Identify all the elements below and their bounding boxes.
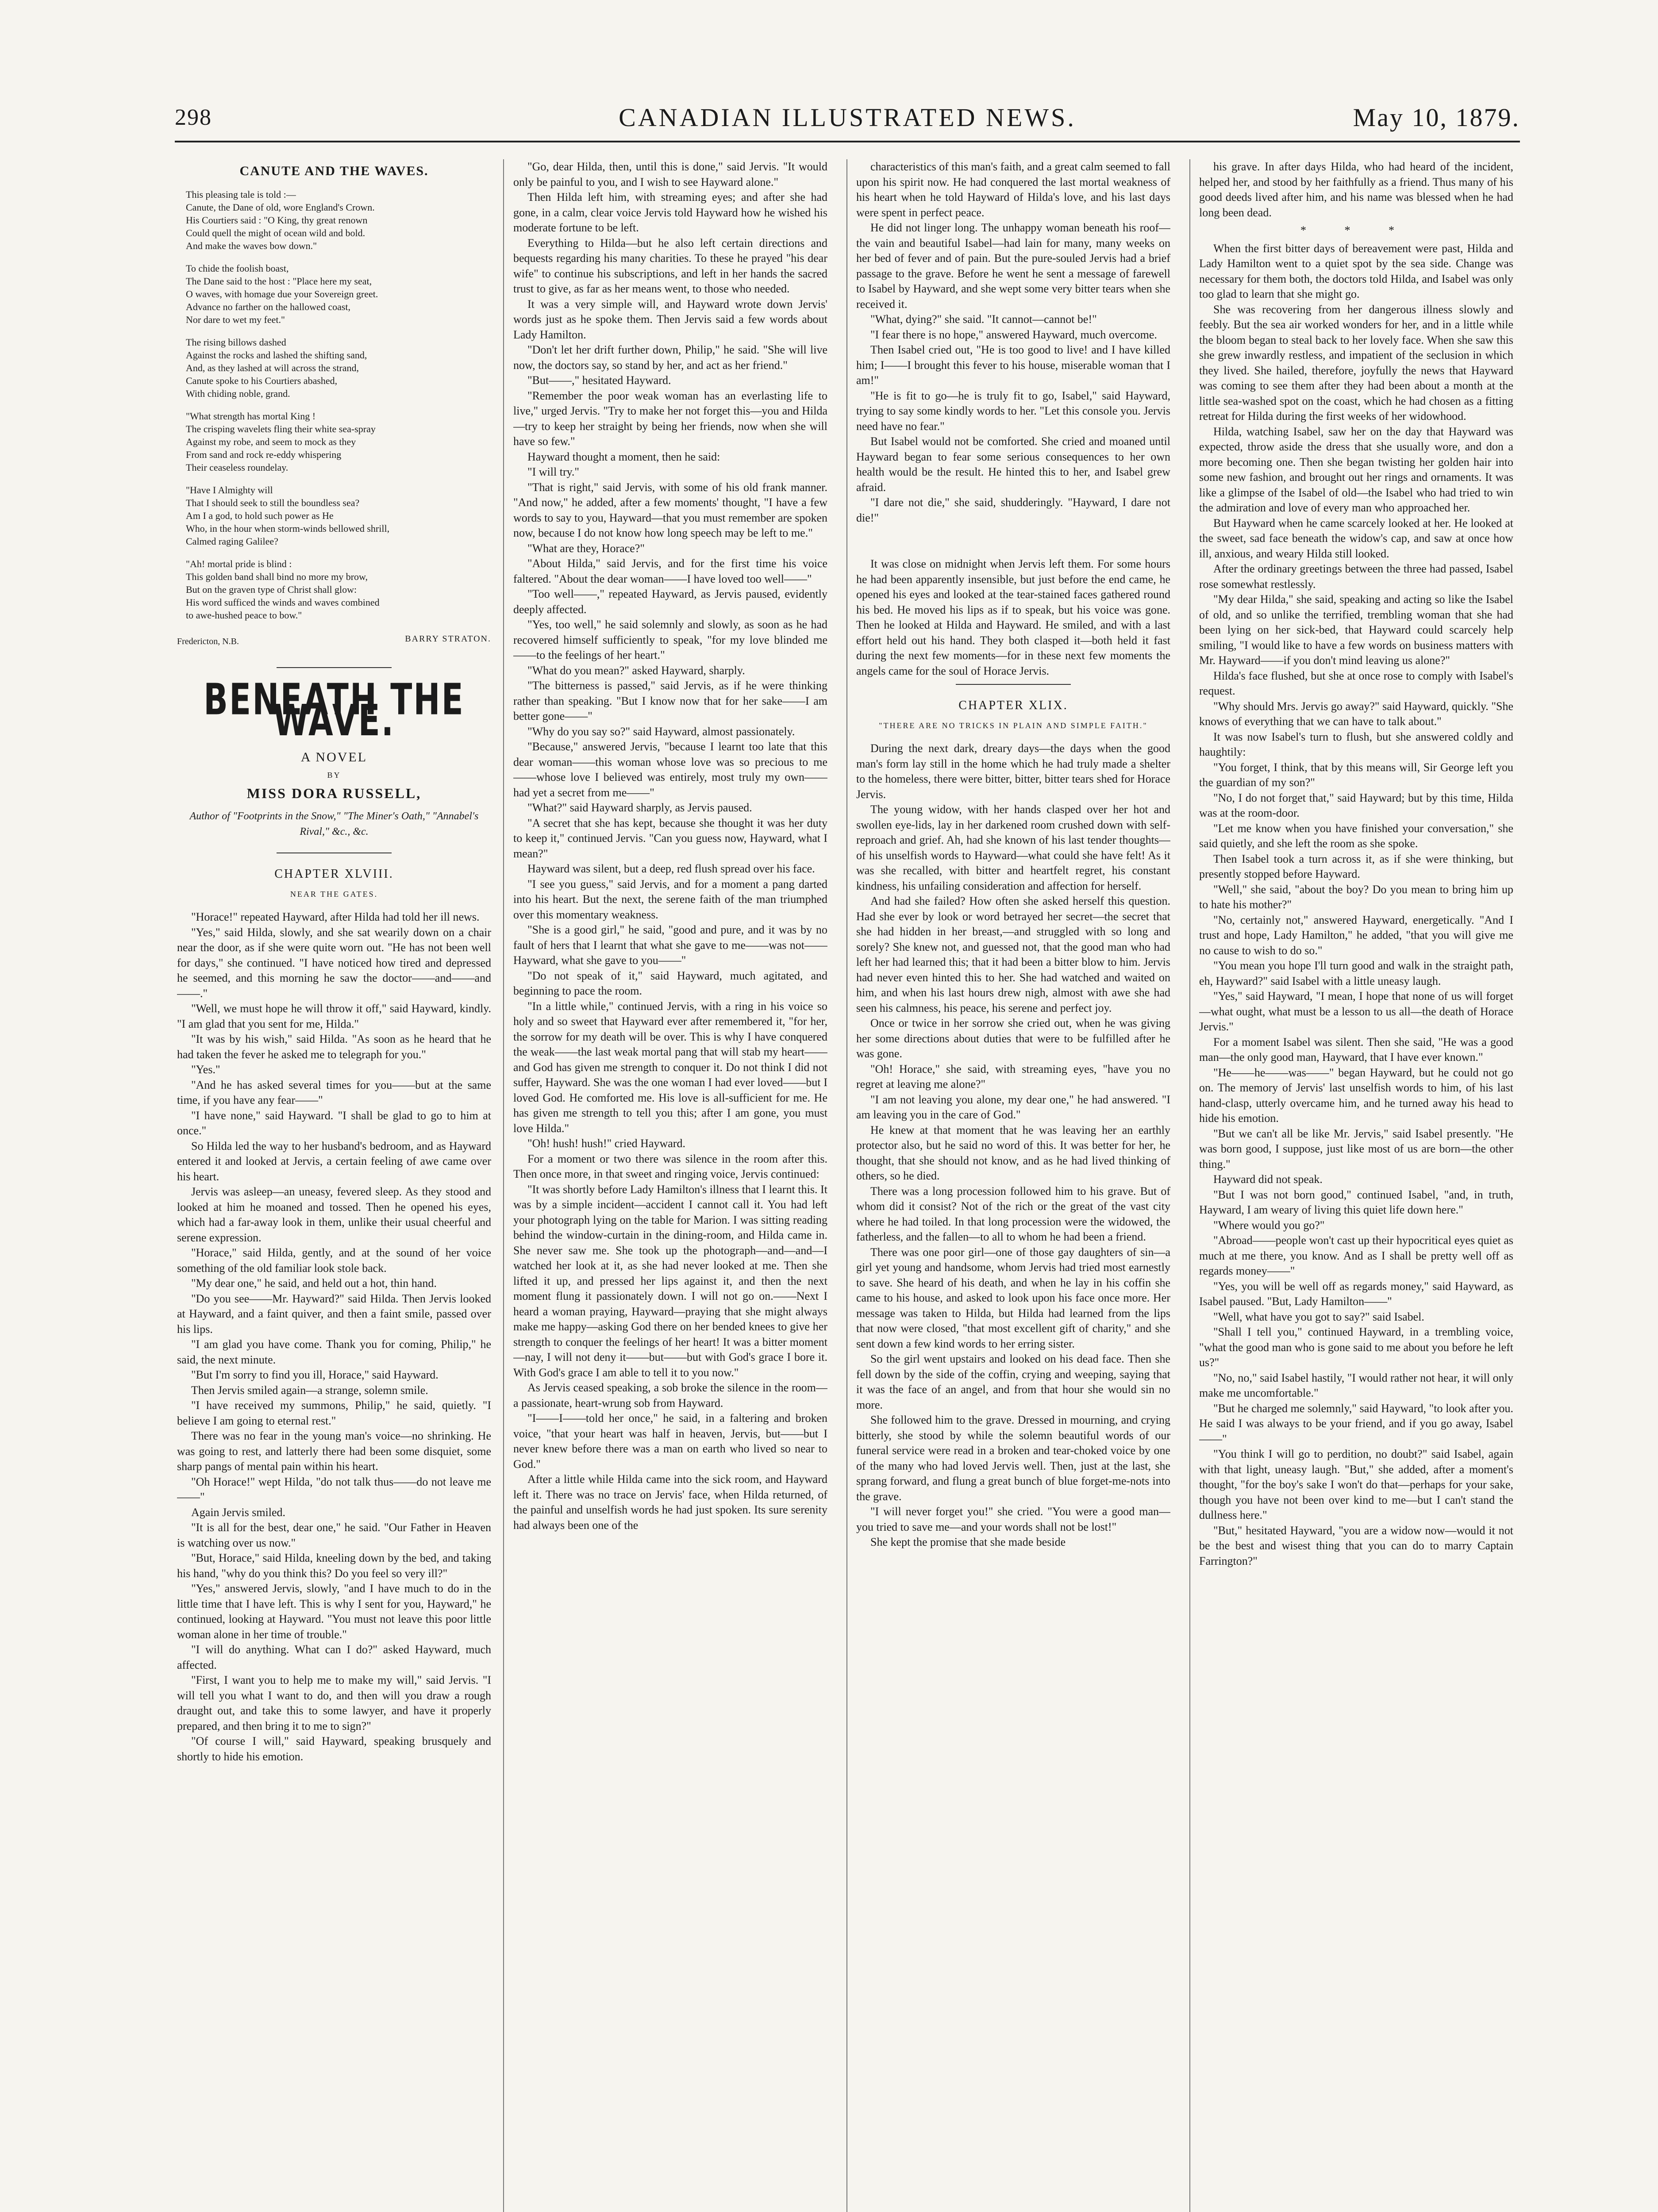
paragraph: "It was by his wish," said Hilda. "As soon as he heard that he had taken the fever he asked me to telegraph for you." — [177, 1033, 491, 1061]
poem-line: Could quell the might of ocean wild and bold. — [186, 227, 365, 238]
paragraph: For a moment or two there was silence in the room after this. Then once more, in that sweet and ringing voice, Jervis continued: — [513, 1152, 827, 1180]
poem-stanza — [186, 484, 491, 548]
chapter-subtitle: NEAR THE GATES. — [290, 889, 378, 899]
paragraph: So Hilda led the way to her husband's bedroom, and as Hayward entered it and looked at Jervis, a certain feeling of awe came over his heart. — [177, 1139, 491, 1183]
paragraph: "No, certainly not," answered Hayward, energetically. "And I trust and hope, Lady Hamilton," he added, "that you will give me no cause to wish to do so." — [1199, 913, 1513, 957]
paragraph: "I have none," said Hayward. "I shall be glad to go to him at once." — [177, 1109, 491, 1137]
poem-stanza — [186, 262, 491, 326]
paragraph: "It is all for the best, dear one," he said. "Our Father in Heaven is watching over us now." — [177, 1521, 491, 1549]
paragraph: Then Jervis smiled again—a strange, solemn smile. — [191, 1383, 428, 1397]
paragraph: During the next dark, dreary days—the days when the good man's form lay still in the home which he had truly made a shelter to the homeless, there were bitter, bitter, bitter tears shed for Horace Jervis. — [856, 742, 1170, 801]
paragraph: Then Isabel took a turn across it, as if she were thinking, but presently stopped before Hayward. — [1199, 852, 1513, 880]
paragraph: "But he charged me solemnly," said Hayward, "to look after you. He said I was always to be your friend, and if you go away, Isabel——" — [1199, 1402, 1513, 1445]
paragraph: "What are they, Horace?" — [527, 541, 645, 555]
paragraph: Then Isabel cried out, "He is too good to live! and I have killed him; I——I brought this fever to his house, miserable woman that I am!" — [856, 343, 1170, 387]
poem-stanza — [186, 557, 491, 622]
column-divider — [503, 159, 504, 2212]
section-break: * * * — [1300, 224, 1412, 237]
paragraph: Hilda's face flushed, but she at once rose to comply with Isabel's request. — [1199, 669, 1513, 697]
divider — [956, 684, 1071, 685]
paragraph: It was a very simple will, and Hayward wrote down Jervis' words just as he spoke them. Then Jervis said a few words about Lady Hamilton. — [513, 297, 827, 341]
paragraph: "But——," hesitated Hayward. — [527, 374, 671, 387]
poem-line: Who, in the hour when storm-winds bellowed shrill, — [186, 522, 390, 534]
poem-place: Fredericton, N.B. — [177, 637, 239, 646]
poem-body — [177, 188, 491, 622]
poem-stanza — [186, 188, 491, 252]
paragraph: "But we can't all be like Mr. Jervis," said Isabel presently. "He was born good, I suppose, just like most of us are born—the other thing." — [1199, 1127, 1513, 1171]
page-header — [175, 101, 1520, 136]
column-divider — [846, 159, 847, 2212]
paragraph: "But I was not born good," continued Isabel, "and, in truth, Hayward, I am weary of living this quiet life down here." — [1199, 1188, 1513, 1216]
paragraph: "I will try." — [527, 465, 580, 478]
chapter-heading: CHAPTER XLVIII. — [274, 867, 394, 881]
poem-line: With chiding noble, grand. — [186, 388, 290, 399]
story-author: MISS DORA RUSSELL, — [246, 785, 422, 801]
paragraph: "I fear there is no hope," answered Hayward, much overcome. — [870, 328, 1157, 341]
paragraph: "Yes," answered Jervis, slowly, "and I have much to do in the little time that I have left. This is why I sent for you, Hayward," he continued, looking at Hayward. "You must not leave this poor little woman alone in her time of trouble." — [177, 1582, 491, 1641]
body-text — [1199, 241, 1513, 1569]
paragraph: He did not linger long. The unhappy woman beneath his roof—the vain and beautiful Isabel—had lain for many, many weeks on her bed of fever and of pain. But the pure-souled Jervis had a brief passage to the grave. Before he went he sent a message of farewell to Isabel by Hayward, and she wept some very bitter tears when she received it. — [856, 221, 1170, 311]
paragraph: "I dare not die," she said, shudderingly. "Hayward, I dare not die!" — [856, 496, 1170, 524]
paragraph: "Oh! hush! hush!" cried Hayward. — [527, 1137, 685, 1150]
paragraph: "Yes," said Hilda, slowly, and she sat wearily down on a chair near the door, as if she were quite worn out. "He has not been well for days," she continued. "I have noticed how tired and depressed he seemed, and this morning he saw the doctor——and——and——." — [177, 926, 491, 1000]
poem-line: The crisping wavelets fling their white sea-spray — [186, 423, 376, 434]
column-divider — [1189, 159, 1190, 2212]
paragraph: "He is fit to go—he is truly fit to go, Isabel," said Hayward, trying to say some kindly words to her. "Let this console you. Jervis need have no fear." — [856, 389, 1170, 433]
paragraph: Hayward thought a moment, then he said: — [527, 450, 720, 463]
poem-line: That I should seek to still the boundless sea? — [186, 497, 360, 508]
paragraph: There was one poor girl—one of those gay daughters of sin—a girl yet young and handsome, whom Jervis had tried most earnestly to save. She heard of his death, and when he lay in his coffin she came to his house, and asked to look upon his face once more. Her message was taken to Hilda, but Hilda had learned from the lips that now were closed, "that most excellent gift of charity," and she sent down a few kind words to her erring sister. — [856, 1245, 1170, 1350]
poem-line: Nor dare to wet my feet." — [186, 314, 285, 325]
column-4 — [1199, 159, 1513, 2212]
paragraph: "No, I do not forget that," said Hayward; but by this time, Hilda was at the room-door. — [1199, 791, 1513, 819]
paragraph: Hayward was silent, but a deep, red flush spread over his face. — [527, 862, 815, 875]
publication-title: CANADIAN ILLUSTRATED NEWS. — [619, 103, 1076, 132]
paragraph: "The bitterness is passed," said Jervis, as if he were thinking rather than speaking. "But I know now that for her sake——I am better gone——" — [513, 679, 827, 722]
paragraph: "But I'm sorry to find you ill, Horace," said Hayward. — [191, 1368, 439, 1381]
poem-line: The rising billows dashed — [186, 336, 286, 348]
paragraph: "Don't let her drift further down, Philip," he said. "She will live now, the doctors say, so stand by her, and act as her friend." — [513, 343, 827, 372]
poem-line: This pleasing tale is told :— — [186, 188, 296, 200]
paragraph: "I have received my summons, Philip," he said, quietly. "I believe I am going to eternal rest." — [177, 1399, 491, 1427]
paragraph: "Why do you say so?" said Hayward, almost passionately. — [527, 725, 795, 738]
poem-line: "What strength has mortal King ! — [186, 410, 316, 422]
body-text — [856, 159, 1170, 526]
author-credit: Author of "Footprints in the Snow," "The Miner's Oath," "Annabel's Rival," &c., &c. — [189, 810, 479, 837]
poem-line: Against the rocks and lashed the shifting sand, — [186, 349, 367, 361]
paragraph: "Abroad——people won't cast up their hypocritical eyes quiet as much at me there, you know. And as I shall be pretty well off as regards money——" — [1199, 1234, 1513, 1277]
poem-stanza — [186, 410, 491, 474]
paragraph: He knew at that moment that he was leaving her an earthly protector also, but he said no word of this. It was better for her, he thought, that she should not know, and as he had lived thinking of others, so he died. — [856, 1123, 1170, 1182]
poem-line: And make the waves bow down." — [186, 240, 317, 251]
paragraph: "What?" said Hayward sharply, as Jervis paused. — [527, 801, 752, 814]
poem-line: to awe-hushed peace to bow." — [186, 609, 302, 621]
paragraph: So the girl went upstairs and looked on his dead face. Then she fell down by the side of the coffin, crying and weeping, saying that it was the face of an angel, and from that hour she would sin no more. — [856, 1352, 1170, 1411]
paragraph: "Yes, you will be well off as regards money," said Hayward, as Isabel paused. "But, Lady Hamilton——" — [1199, 1279, 1513, 1308]
paragraph: "Oh Horace!" wept Hilda, "do not talk thus——do not leave me——" — [177, 1475, 491, 1503]
paragraph: She kept the promise that she made beside — [870, 1536, 1066, 1548]
paragraph: "Do you see——Mr. Hayward?" said Hilda. Then Jervis looked at Hayward, and a faint quiver, and then a faint smile, passed over his lips. — [177, 1292, 491, 1336]
paragraph: But Isabel would not be comforted. She cried and moaned until Hayward began to fear some serious consequences to her own health would be the result. He hinted this to her, and Isabel grew afraid. — [856, 435, 1170, 494]
paragraph: "She is a good girl," he said, "good and pure, and it was by no fault of hers that I learnt that what she gave to me——was not——Hayward, what she gave to you——" — [513, 923, 827, 967]
paragraph: "Remember the poor weak woman has an everlasting life to live," urged Jervis. "Try to make her not forget this—you and Hilda—try to keep her straight by being her friends, now when she will have so few." — [513, 389, 827, 448]
paragraph: After the ordinary greetings between the three had passed, Isabel rose somewhat restlessly. — [1199, 562, 1513, 591]
poem-stanza — [186, 336, 491, 400]
paragraph: "I am not leaving you alone, my dear one," he had answered. "I am leaving you in the care of God." — [856, 1093, 1170, 1121]
paragraph: "Let me know when you have finished your conversation," she said quietly, and she left the room as she spoke. — [1199, 822, 1513, 850]
poem-line: Canute spoke to his Courtiers abashed, — [186, 375, 338, 386]
paragraph: It was close on midnight when Jervis left them. For some hours he had been apparently insensible, but just before the end came, he opened his eyes and looked at the tear-stained faces gathered round his bed. He moved his lips as if to speak, but his voice was gone. Then he looked at Hilda and Hayward. He smiled, and with a last effort held out his hand. They both clasped it—both held it fast during the next few moments—for in these next few moments the angels came for the soul of Horace Jervis. — [856, 557, 1170, 677]
poem-line: Against my robe, and seem to mock as they — [186, 436, 356, 447]
paragraph: "First, I want you to help me to make my will," said Jervis. "I will tell you what I want to do, and then will you draw a rough draught out, and take this to some lawyer, and have it properly prepared, and then bring it to me to sign?" — [177, 1674, 491, 1732]
paragraph: It was now Isabel's turn to flush, but she answered coldly and haughtily: — [1199, 730, 1513, 758]
paragraph: "Of course I will," said Hayward, speaking brusquely and shortly to hide his emotion. — [177, 1735, 491, 1763]
paragraph: "Horace," said Hilda, gently, and at the sound of her voice something of the old familiar look stole back. — [177, 1246, 491, 1275]
poem-line: Advance no farther on the hallowed coast, — [186, 301, 351, 312]
paragraph: Hilda, watching Isabel, saw her on the day that Hayward was expected, throw aside the dress that she usually wore, and don a more becoming one. Then she began twisting her golden hair into some new fashion, and brought out her rings and ornaments. It was like a glimpse of the Isabel of old—the Isabel who had tried to win the admiration and love of every man who approached her. — [1199, 425, 1513, 514]
body-text — [513, 159, 827, 1533]
paragraph: "Because," answered Jervis, "because I learnt too late that this dear woman——this woman whose love was so precious to me——whose love I believed was entirely, most truly my own——had yet a secret from me——" — [513, 740, 827, 799]
story-masthead: BENEATH THE WAVE. — [204, 674, 465, 745]
paragraph: "Shall I tell you," continued Hayward, in a trembling voice, "what the good man who is gone said to me about you before he left us?" — [1199, 1325, 1513, 1369]
paragraph: There was no fear in the young man's voice—no shrinking. He was going to rest, and latterly there had been some disquiet, some sharp pangs of mental pain within his heart. — [177, 1429, 491, 1473]
paragraph: "Oh! Horace," she said, with streaming eyes, "have you no regret at leaving me alone?" — [856, 1062, 1170, 1091]
paragraph: "I will never forget you!" she cried. "You were a good man—you tried to save me—and your words shall not be lost!" — [856, 1505, 1170, 1533]
paragraph: When the first bitter days of bereavement were past, Hilda and Lady Hamilton went to a quiet spot by the sea side. Change was necessary for them both, the doctors told Hilda, and Isabel was only too glad to learn that she might go. — [1199, 242, 1513, 300]
body-text — [177, 910, 491, 1764]
paragraph: And had she failed? How often she asked herself this question. Had she ever by look or word betrayed her secret—the secret that she had hidden in her breast,—and struggled with so long and sorely? She knew not, and guessed not, that the good man who had left her had learned this; that it had been a bitter blow to him. Jervis had never even hinted this to her. She had watched and waited on him, and when his last hours drew nigh, almost with awe she had seen his calmness, his peace, his serene and perfect joy. — [856, 895, 1170, 1014]
poem-line: The Dane said to the host : "Place here my seat, — [186, 275, 372, 287]
poem-line: His Courtiers said : "O King, thy great renown — [186, 214, 368, 226]
poem-line: Their ceaseless roundelay. — [186, 461, 289, 473]
paragraph: "He——he——was——" began Hayward, but he could not go on. The memory of Jervis' last unselfish words to him, of his last hand-clasp, utterly overcame him, and he turned away his head to hide his emotion. — [1199, 1066, 1513, 1125]
paragraph: "But," hesitated Hayward, "you are a widow now—would it not be the best and wisest thing that you can do to marry Captain Farrington?" — [1199, 1524, 1513, 1567]
spacer — [856, 526, 1170, 557]
column-1 — [177, 159, 491, 2039]
column-2 — [513, 159, 827, 2212]
paragraph: Again Jervis smiled. — [191, 1505, 286, 1519]
body-text — [1199, 159, 1513, 220]
paragraph: Once or twice in her sorrow she cried out, when he was giving her some directions about duties that were to be fulfilled after he was gone. — [856, 1017, 1170, 1060]
poem-line: O waves, with homage due your Sovereign greet. — [186, 288, 378, 300]
issue-date: May 10, 1879. — [1353, 103, 1520, 132]
poem-line: Canute, the Dane of old, wore England's Crown. — [186, 201, 375, 213]
paragraph: "No, no," said Isabel hastily, "I would rather not hear, it will only make me uncomfortable." — [1199, 1371, 1513, 1399]
paragraph: "A secret that she has kept, because she thought it was her duty to keep it," continued Jervis. "Can you guess now, Hayward, what I mean?" — [513, 816, 827, 860]
paragraph: "Yes," said Hayward, "I mean, I hope that none of us will forget—what ought, what must be a lesson to us all—the death of Horace Jervis." — [1199, 990, 1513, 1033]
paragraph: "Where would you go?" — [1213, 1218, 1325, 1232]
paragraph: But Hayward when he came scarcely looked at her. He looked at the sweet, sad face beneath the widow's cap, and saw at once how ill, anxious, and weary Hilda still looked. — [1199, 516, 1513, 560]
paragraph: Hayward did not speak. — [1213, 1173, 1323, 1186]
paragraph: his grave. In after days Hilda, who had heard of the incident, helped her, and stood by her faithfully as a friend. Thus many of his good deeds lived after him, and his name was blessed when he had long been dead. — [1199, 160, 1513, 219]
paragraph: "Yes." — [191, 1063, 220, 1076]
paragraph: There was a long procession followed him to his grave. But of whom did it consist? Not of the rich or the great of the vast city where he had toiled. In that long procession were the widowed, the fatherless, and the fallen—to all to whom he had been a friend. — [856, 1184, 1170, 1243]
paragraph: "I will do anything. What can I do?" asked Hayward, much affected. — [177, 1643, 491, 1671]
paragraph: Then Hilda left him, with streaming eyes; and after she had gone, in a calm, clear voice Jervis told Hayward how he wished his moderate fortune to be left. — [513, 191, 827, 234]
paragraph: "You think I will go to perdition, no doubt?" said Isabel, again with that light, uneasy laugh. "But," she added, after a moment's thought, "for the boy's sake I won't do that—perhaps for your sake, though you have not been over kind to me—but I can't stand the dullness here." — [1199, 1448, 1513, 1521]
paragraph: "I am glad you have come. Thank you for coming, Philip," he said, the next minute. — [177, 1338, 491, 1366]
header-rule — [175, 141, 1520, 142]
paragraph: "You forget, I think, that by this means will, Sir George left you the guardian of my son?" — [1199, 760, 1513, 789]
paragraph: As Jervis ceased speaking, a sob broke the silence in the room—a passionate, heart-wrung sob from Hayward. — [513, 1381, 827, 1409]
divider — [277, 667, 392, 668]
poem-line: From sand and rock re-eddy whispering — [186, 449, 342, 460]
paragraph: "Horace!" repeated Hayward, after Hilda had told her ill news. — [191, 910, 480, 923]
paragraph: For a moment Isabel was silent. Then she said, "He was a good man—the only good man, Hayward, that I have ever known." — [1199, 1035, 1513, 1064]
paragraph: "Do not speak of it," said Hayward, much agitated, and beginning to pace the room. — [513, 969, 827, 997]
poem-line: This golden band shall bind no more my brow, — [186, 571, 368, 582]
paragraph: The young widow, with her hands clasped over her hot and swollen eye-lids, lay in her darkened room crushed down with self-reproach and grief. Ah, had she known of his last tender thoughts—of his unselfish words to Hayward—what could she have felt! As it was she recalled, with bitter and heartfelt regret, his constant kindness, his unfailing consideration and affection for herself. — [856, 803, 1170, 892]
poem-line: Calmed raging Galilee? — [186, 535, 278, 547]
column-3 — [856, 159, 1170, 2212]
chapter-heading: CHAPTER XLIX. — [958, 699, 1068, 712]
poem-line: "Ah! mortal pride is blind : — [186, 558, 292, 569]
poem-line: Am I a god, to hold such power as He — [186, 510, 334, 521]
page-number: 298 — [175, 105, 212, 130]
paragraph: "In a little while," continued Jervis, with a ring in his voice so holy and so sweet that Hayward ever after remembered it, "for her, the sorrow for my death will be over. This is why I have conquered the weak——the last weak mortal pang that will stab my heart——and God has given me strength to conquer it. Do not think I did not suffer, Hayward. She was the one woman I had ever loved——but I loved God. He comforted me. His love is all-sufficient for me. He has given me strength to tell you this; after I am gone, you must love Hilda." — [513, 999, 827, 1135]
paragraph: "That is right," said Jervis, with some of his old frank manner. "And now," he added, after a few moments' thought, "I have a few words to say to you, Hayward—that you must remember are spoken now, because I do not know how long speech may be left to me." — [513, 480, 827, 539]
paragraph: "And he has asked several times for you——but at the same time, if you have any fear——" — [177, 1078, 491, 1106]
paragraph: "Well," she said, "about the boy? Do you mean to bring him up to hate his mother?" — [1199, 883, 1513, 911]
chapter-subtitle: "THERE ARE NO TRICKS IN PLAIN AND SIMPLE FAITH." — [879, 721, 1148, 730]
paragraph: "Well, what have you got to say?" said Isabel. — [1213, 1310, 1424, 1323]
body-text — [856, 557, 1170, 679]
paragraph: After a little while Hilda came into the sick room, and Hayward left it. There was no trace on Jervis' face, when Hilda returned, of the painful and unselfish words he had just spoken. Its sure serenity had always been one of the — [513, 1473, 827, 1532]
paragraph: "My dear one," he said, and held out a hot, thin hand. — [191, 1277, 437, 1290]
story-by: BY — [327, 771, 341, 780]
paragraph: Everything to Hilda—but he also left certain directions and bequests regarding his many charities. To these he prayed "his dear wife" to continue his subscriptions, and left in her hands the sacred trust to give, as far as her means went, to those who needed. — [513, 236, 827, 295]
body-text — [856, 741, 1170, 1550]
paragraph: "You mean you hope I'll turn good and walk in the straight path, eh, Hayward?" said Isabel with a little uneasy laugh. — [1199, 959, 1513, 987]
paragraph: "What, dying?" she said. "It cannot—cannot be!" — [870, 313, 1097, 326]
paragraph: "Why should Mrs. Jervis go away?" said Hayward, quickly. "She knows of everything that we can have to talk about." — [1199, 699, 1513, 728]
story-kind: A NOVEL — [300, 749, 368, 764]
poem-line: His word sufficed the winds and waves combined — [186, 596, 380, 608]
poem-title: CANUTE AND THE WAVES. — [239, 164, 429, 178]
paragraph: "It was shortly before Lady Hamilton's illness that I learnt this. It was by a simple incident—accident I cannot call it. You had left your photograph lying on the table for Marion. I was sitting reading behind the window-curtain in the dining-room, and Hilda came in. She never saw me. She took up the photograph—and—and—I watched her look at it, as she had never looked at me. Then she lifted it up, and pressed her lips against it, and then the next moment flung it passionately down. I will not go on.——Next I heard a woman praying, Hayward—praying that she might always make me happy—asking God there on her bended knees to give her strength to conquer the feelings of her heart! It was a bitter moment—nay, I will not deny it——but——but with God's grace I bore it. With God's grace I am able to tell it to you now." — [513, 1183, 827, 1379]
paragraph: "About Hilda," said Jervis, and for the first time his voice faltered. "About the dear woman——I have loved too well——" — [513, 557, 827, 585]
paragraph: characteristics of this man's faith, and a great calm seemed to fall upon his spirit now. He had conquered the last mortal weakness of his heart when he told Hayward of Hilda's love, and his last days were spent in perfect peace. — [856, 160, 1170, 219]
poem-line: But on the graven type of Christ shall glow: — [186, 584, 357, 595]
paragraph: "Well, we must hope he will throw it off," said Hayward, kindly. "I am glad that you sent for me, Hilda." — [177, 1002, 491, 1030]
paragraph: "My dear Hilda," she said, speaking and acting so like the Isabel of old, and so unlike the terrified, trembling woman that she had been lying on her sick-bed, that Hayward could scarcely help smiling, "I would like to have a few words on business matters with Mr. Hayward——if you don't mind leaving us alone?" — [1199, 593, 1513, 667]
poem-line: And, as they lashed at will across the strand, — [186, 362, 359, 373]
poem-line: To chide the foolish boast, — [186, 262, 289, 274]
paragraph: "What do you mean?" asked Hayward, sharply. — [527, 664, 745, 677]
paragraph: "Go, dear Hilda, then, until this is done," said Jervis. "It would only be painful to you, and I wish to see Hayward alone." — [513, 160, 827, 188]
paragraph: She followed him to the grave. Dressed in mourning, and crying bitterly, she stood by while the solemn beautiful words of our funeral service were read in a broken and tear-choked voice by one of the many who had loved Jervis well. Then, just at the last, she sprang forward, and flung a great bunch of blue forget-me-nots into the grave. — [856, 1413, 1170, 1503]
poem-line: "Have I Almighty will — [186, 484, 273, 495]
paragraph: "Too well——," repeated Hayward, as Jervis paused, evidently deeply affected. — [513, 588, 827, 616]
paragraph: "I see you guess," said Jervis, and for a moment a pang darted into his heart. But the next, the serene faith of the man triumphed over this momentary weakness. — [513, 877, 827, 921]
poem-author: BARRY STRATON. — [405, 634, 491, 644]
paragraph: "I——I——told her once," he said, in a faltering and broken voice, "that your heart was half in heaven, Jervis, but——but I never knew before there was a man on earth who lived so near to God." — [513, 1412, 827, 1471]
paragraph: "Yes, too well," he said solemnly and slowly, as soon as he had recovered himself sufficiently to speak, "for my love blinded me——to the feelings of her heart." — [513, 618, 827, 661]
paragraph: "But, Horace," said Hilda, kneeling down by the bed, and taking his hand, "why do you think this? Do you feel so very ill?" — [177, 1551, 491, 1580]
paragraph: Jervis was asleep—an uneasy, fevered sleep. As they stood and looked at him he moaned and tossed. Then he opened his eyes, which had a far-away look in them, unlike their usual cheerful and serene expression. — [177, 1185, 491, 1244]
paragraph: She was recovering from her dangerous illness slowly and feebly. But the sea air worked wonders for her, and in a little while the bloom began to steal back to her lovely face. When she saw this she grew inwardly restless, and impatient of the seclusion in which they lived. She hailed, therefore, joyfully the news that Hayward was coming to see them after they had been about a month at the little sea-washed spot on the coast, which he had chosen as a fitting retreat for Hilda during the first weeks of her widowhood. — [1199, 303, 1513, 422]
